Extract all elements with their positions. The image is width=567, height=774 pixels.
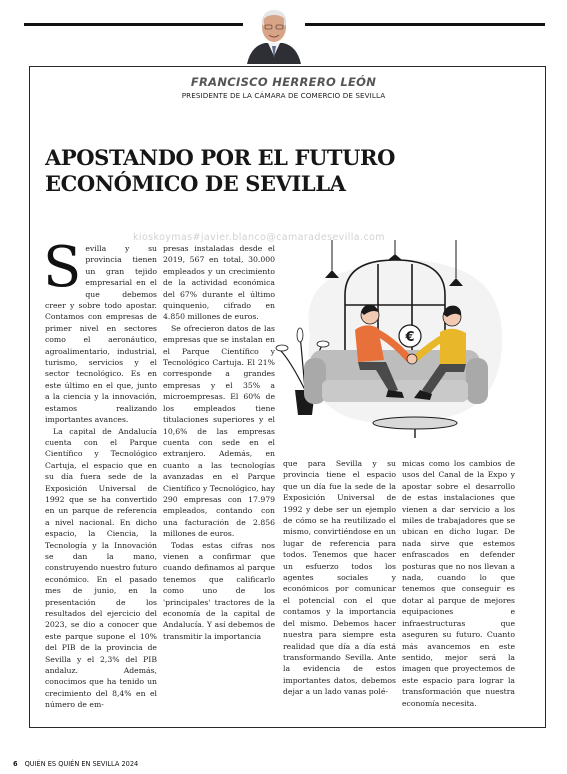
author-role: PRESIDENTE DE LA CÁMARA DE COMERCIO DE SEVILLA	[181, 91, 386, 100]
euro-icon: €	[405, 330, 415, 345]
article-column-4	[402, 458, 515, 709]
paragraph: presas instaladas desde el 2019, 567 en total, 30.000 empleados y un crecimiento de la actividad económica del 67% durante el último quinquenio, cifrado en 4.850 millones de euros.	[163, 244, 275, 322]
watermark: kioskoymas#javier.blanco@camaradesevilla.com	[133, 232, 385, 243]
page-footer	[13, 760, 138, 768]
paragraph: micas como los cambios de usos del Canal de la Expo y apostar sobre el desarrollo de estas instalaciones que vienen a dar servicio a los miles de trabajadores que se ubican en dicho lugar. De nada sirve que estemos enfrascados en defender posturas que no nos llevan a nada, cuando lo que tenemos que conseguir es dotar al parque de mejores equipaciones e infraestructuras que aseguren su futuro. Cuanto más avancemos en este sentido, mejor será la imagen que proyectemos de este espacio para lograr la transformación que nuestra economía necesita.	[402, 459, 515, 708]
paragraph: Todas estas cifras nos vienen a confirmar que cuando definamos al parque tenemos que calificarlo como uno de los 'principales' tractores de la economía de la capital de Andalucía. Y así debemos de transmitir la importancia	[163, 540, 275, 641]
author-portrait	[243, 6, 305, 64]
page-number: 6	[13, 760, 18, 768]
paragraph-text: evilla y su provincia tienen un gran tejido empresarial en el que debemos creer y sobre todo apostar. Contamos con empresas de primer nivel en sectores como el aeronáutico, agroalimentario, industrial, turismo, servicios y el sector tecnológico. Es en este último en el que, junto a la ciencia y la innovación, estamos realizando importantes avances.	[45, 244, 157, 425]
article-column-3	[283, 458, 396, 698]
author-name: FRANCISCO HERRERO LEÓN	[190, 75, 377, 89]
article-column-1	[43, 235, 157, 711]
article-column-2	[163, 243, 275, 642]
handshake-illustration	[270, 240, 520, 440]
paragraph: La capital de Andalucía cuenta con el Parque Científico y Tecnológico Cartuja, el espacio que en su día fuera sede de la Exposición Universal de 1992 que se ha convertido en un parque de referencia a nivel nacional. En dicho espacio, la Ciencia, la Tecnología y la Innovación se dan la mano, construyendo nuestro futuro económico. En el pasado mes de junio, en la presentación de los resultados del ejercicio del 2023, se dio a conocer que este parque supone el 10% del PIB de la provincia de Sevilla y el 2,3% del PIB andaluz. Además, conocimos que ha tenido un crecimiento del 8,4% en el número de em-	[45, 426, 157, 710]
paragraph	[43, 235, 157, 426]
paragraph: que para Sevilla y su provincia tiene el espacio que un día fue la sede de la Exposición Universal de 1992 y debe ser un ejemplo de cómo se ha reutilizado el mismo, convirtiéndose en un lugar de referencia para todos. Tenemos que hacer un esfuerzo todos los agentes sociales y económicos por comunicar el potencial con el que contamos y la importancia del mismo. Debemos hacer nuestra para siempre esta realidad que día a día está transformando Sevilla. Ante la evidencia de estos importantes datos, debemos dejar a un lado vanas polé-	[283, 459, 396, 697]
headline: APOSTANDO POR EL FUTURO ECONÓMICO DE SEVILLA	[45, 145, 395, 196]
publication-name: QUIÉN ES QUIÉN EN SEVILLA 2024	[24, 760, 139, 768]
paragraph: Se ofrecieron datos de las empresas que se instalan en el Parque Científico y Tecnológico Cartuja. El 21% corresponde a grandes empresas y el 35% a microempresas. El 60% de los empleados tiene titulaciones superiores y el 10,6% de las empresas cuenta con sede en el extranjero. Además, en cuanto a las tecnologías avanzadas en el Parque Científico y Tecnológico, hay 290 empresas con 17.979 empleados, contando con una facturación de 2.856 millones de euros.	[163, 323, 275, 539]
drop-cap: S	[43, 235, 82, 300]
